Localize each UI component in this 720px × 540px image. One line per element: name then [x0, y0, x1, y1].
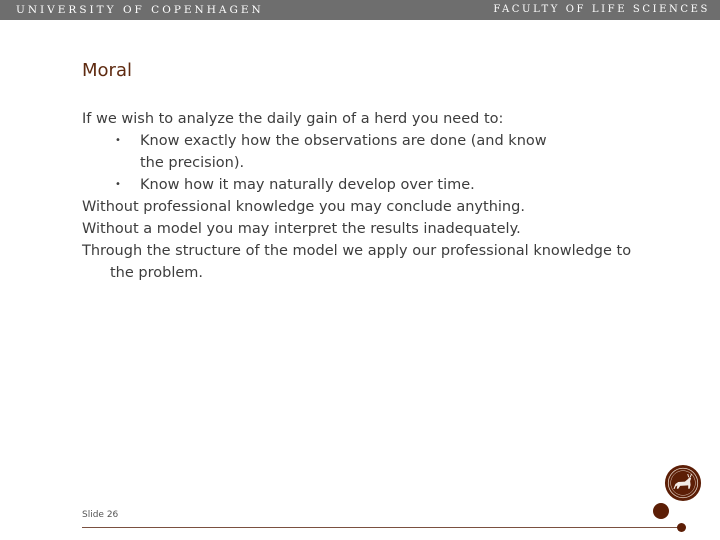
decorative-dot — [653, 503, 669, 519]
bullet-text-line: Know how it may naturally develop over time. — [140, 177, 475, 193]
slide-body — [82, 108, 642, 284]
bullet-marker: • — [115, 135, 121, 146]
slide-title: Moral — [82, 60, 132, 81]
statement-text: Without professional knowledge you may conclude anything. — [82, 199, 525, 215]
university-seal-icon — [664, 464, 702, 502]
decorative-dot — [677, 523, 686, 532]
bullet-text-continuation: the precision). — [140, 155, 245, 171]
header-bar — [0, 0, 720, 20]
slide-number: Slide 26 — [82, 510, 119, 520]
bullet-marker: • — [115, 179, 121, 190]
statement-text: Through the structure of the model we apply our professional knowledge to the problem. — [82, 243, 632, 281]
faculty-name: FACULTY OF LIFE SCIENCES — [493, 4, 710, 15]
university-name: UNIVERSITY OF COPENHAGEN — [16, 4, 264, 16]
footer-divider — [82, 527, 680, 528]
bullet-list — [82, 130, 642, 196]
intro-text: If we wish to analyze the daily gain of a herd you need to: — [82, 111, 504, 127]
statement-text: Without a model you may interpret the results inadequately. — [82, 221, 521, 237]
bullet-item — [82, 174, 642, 196]
bullet-item — [82, 130, 642, 174]
bullet-text-line: Know exactly how the observations are done (and know — [140, 133, 547, 149]
